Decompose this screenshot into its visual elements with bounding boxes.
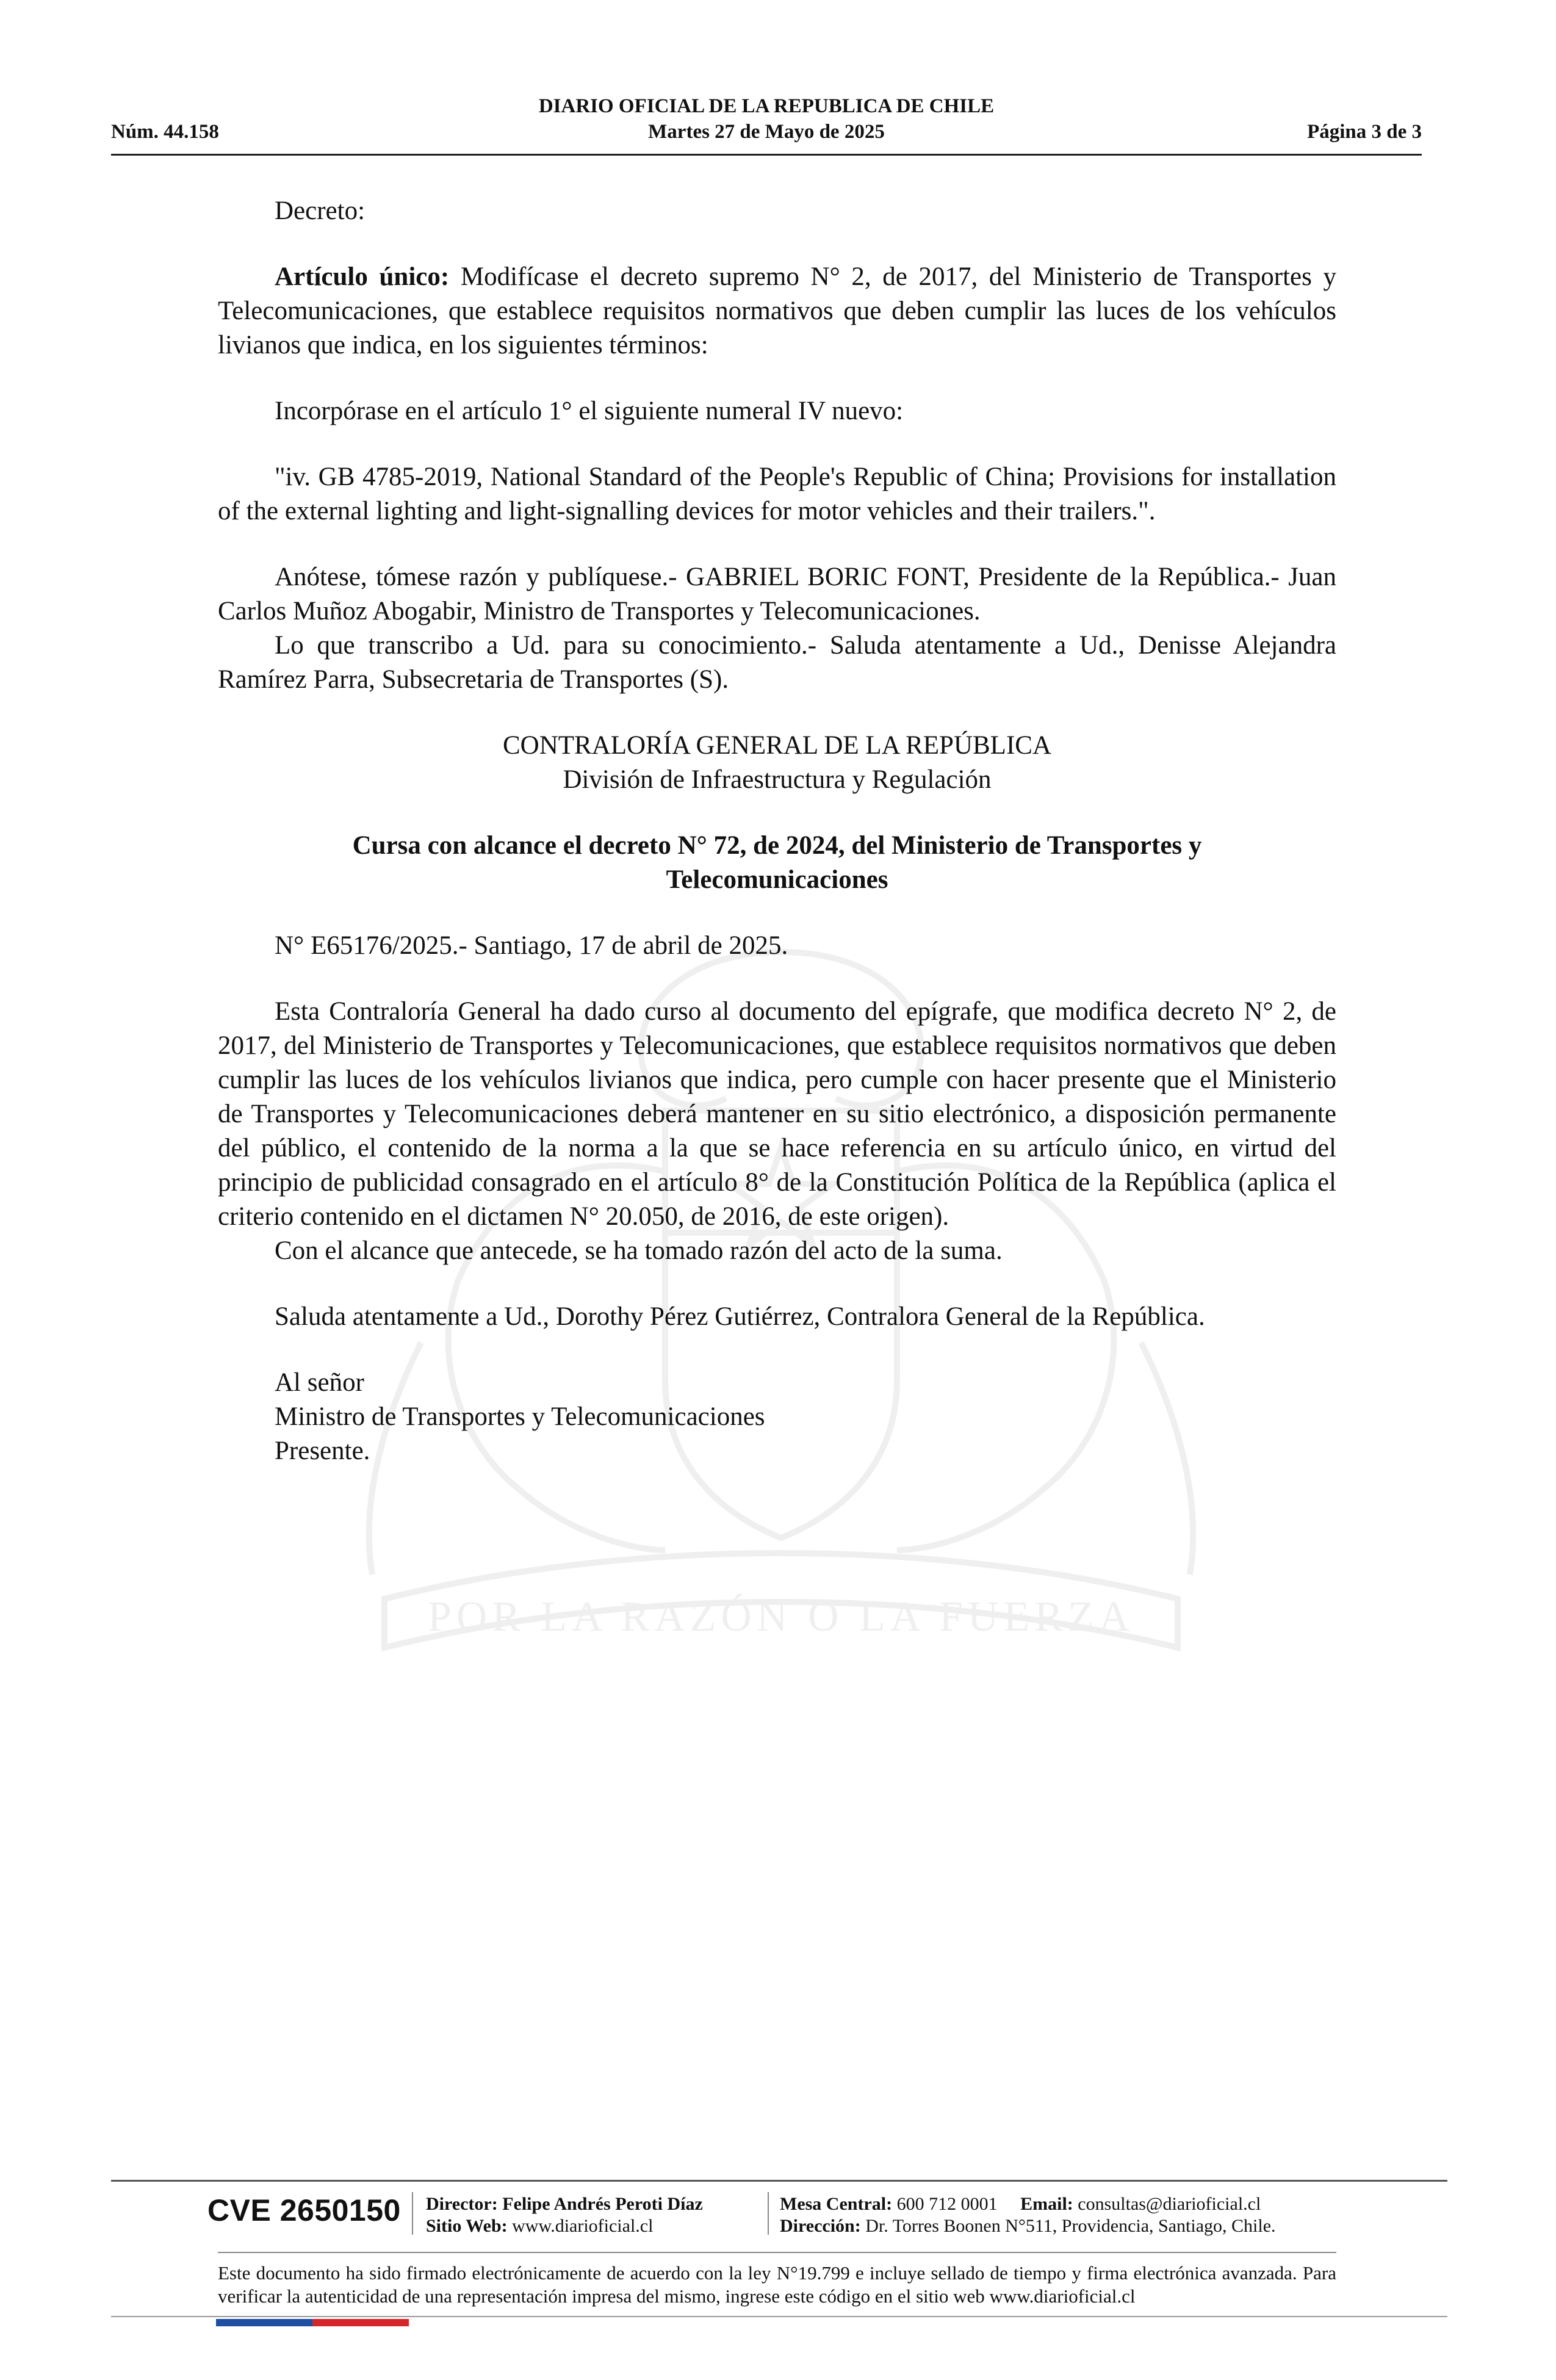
website-line — [426, 2215, 653, 2237]
reference-number: N° E65176/2025.- Santiago, 17 de abril de 2025. — [275, 931, 788, 960]
director-value: Felipe Andrés Peroti Díaz — [502, 2194, 703, 2214]
contact-line — [780, 2193, 1261, 2215]
footer-divider — [412, 2192, 413, 2235]
mesa-label: Mesa Central: — [780, 2194, 893, 2214]
division-heading: División de Infraestructura y Regulación — [563, 765, 992, 794]
publication-title: DIARIO OFICIAL DE LA REPUBLICA DE CHILE — [538, 95, 995, 117]
director-line — [426, 2193, 703, 2215]
contraloria-heading: CONTRALORÍA GENERAL DE LA REPÚBLICA — [502, 731, 1051, 760]
articulo-text: Modifícase el decreto supremo N° 2, de 2017, del Ministerio de Transportes y Telecomunicaciones, que establece requisitos normativos que deben cumplir las luces de los vehículos livianos que indica, en los siguientes términos: — [218, 262, 1337, 359]
addressee-line-3: Presente. — [275, 1437, 370, 1465]
articulo-label: Artículo único: — [275, 262, 450, 291]
director-label: Director: — [426, 2194, 498, 2214]
transcribo-paragraph: Lo que transcribo a Ud. para su conocimiento.- Saluda atentamente a Ud., Denisse Alejandra Ramírez Parra, Subsecretaria de Transportes (S). — [218, 631, 1336, 694]
page-header — [111, 92, 1422, 156]
footer-bottom-rule — [111, 2316, 1447, 2317]
articulo-unico — [218, 260, 1336, 362]
web-label: Sitio Web: — [426, 2216, 508, 2236]
issue-date: Martes 27 de Mayo de 2025 — [648, 121, 885, 143]
footer-inner-rule — [218, 2252, 1336, 2253]
direccion-value: Dr. Torres Boonen N°511, Providencia, Santiago, Chile. — [865, 2216, 1276, 2236]
anotese-paragraph: Anótese, tómese razón y publíquese.- GABRIEL BORIC FONT, Presidente de la República.- Juan Carlos Muñoz Abogabir, Ministro de Transportes y Telecomunicaciones. — [218, 563, 1336, 626]
addressee-line-1: Al señor — [275, 1368, 364, 1397]
saluda-paragraph: Saluda atentamente a Ud., Dorothy Pérez Gutiérrez, Contralora General de la República. — [275, 1302, 1205, 1331]
incorporase-paragraph: Incorpórase en el artículo 1° el siguiente numeral IV nuevo: — [275, 397, 904, 425]
cve-code: CVE 2650150 — [207, 2193, 401, 2227]
document-body — [218, 194, 1336, 1468]
page-indicator: Página 3 de 3 — [1307, 121, 1422, 143]
cursa-title: Cursa con alcance el decreto N° 72, de 2024, del Ministerio de Transportes y Telecomunicaciones — [352, 831, 1202, 894]
flag-stripe-red — [312, 2319, 409, 2326]
footer-top-rule — [111, 2180, 1447, 2182]
web-link[interactable]: www.diarioficial.cl — [512, 2216, 654, 2236]
email-label: Email: — [1020, 2194, 1073, 2214]
mesa-value: 600 712 0001 — [896, 2194, 998, 2214]
address-line — [780, 2215, 1276, 2237]
watermark-motto: POR LA RAZÓN O LA FUERZA — [427, 1593, 1135, 1640]
contraloria-paragraph: Esta Contraloría General ha dado curso al documento del epígrafe, que modifica decreto N° 2, de 2017, del Ministerio de Transportes y Telecomunicaciones, que establece requisitos normativos que deben cumplir las luces de los vehículos livianos que indica, pero cumple con hacer presente que el Ministerio de Transportes y Telecomunicaciones deberá mantener en su sitio electrónico, a disposición permanente del público, el contenido de la norma a la que se hace referencia en su artículo único, en virtud del principio de publicidad consagrado en el artículo 8° de la Constitución Política de la República (aplica el criterio contenido en el dictamen N° 20.050, de 2016, de este origen). — [218, 997, 1336, 1231]
footer-divider-2 — [768, 2192, 769, 2235]
numeral-iv-paragraph: "iv. GB 4785-2019, National Standard of the People's Republic of China; Provisions for installation of the external lighting and light-signalling devices for motor vehicles and their trailers.". — [218, 463, 1336, 525]
flag-stripe-blue — [216, 2319, 312, 2326]
decreto-label: Decreto: — [275, 197, 366, 225]
alcance-paragraph: Con el alcance que antecede, se ha tomado razón del acto de la suma. — [275, 1236, 1003, 1265]
email-link[interactable]: consultas@diarioficial.cl — [1078, 2194, 1261, 2214]
issue-number: Núm. 44.158 — [111, 121, 219, 143]
addressee-line-2: Ministro de Transportes y Telecomunicaciones — [275, 1402, 765, 1431]
direccion-label: Dirección: — [780, 2216, 861, 2236]
legal-notice: Este documento ha sido firmado electrónicamente de acuerdo con la ley N°19.799 e incluye sellado de tiempo y firma electrónica avanzada. Para verificar la autenticidad de una representación impresa del mismo, ingrese este código en el sitio web www.diarioficial.cl — [218, 2262, 1336, 2307]
